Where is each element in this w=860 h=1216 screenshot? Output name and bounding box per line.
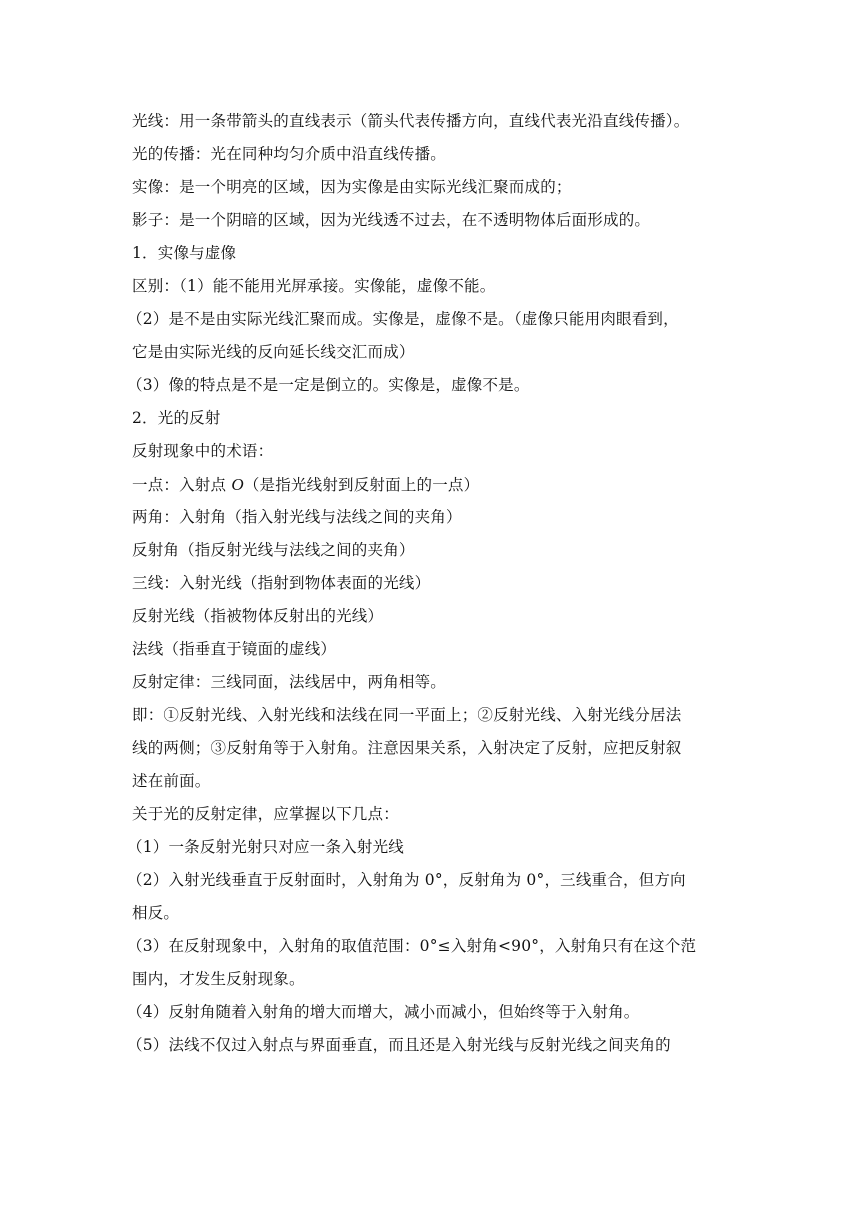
text-line (132, 468, 732, 501)
text-line: 反射角（指反射光线与法线之间的夹角） (132, 541, 415, 559)
text-line: （1）一条反射光射只对应一条入射光线 (127, 838, 404, 856)
text-line: 区别：（1）能不能用光屏承接。实像能，虚像不能。 (132, 277, 496, 295)
text-line: 线的两侧；③反射角等于入射角。注意因果关系，入射决定了反射，应把反射叙 (132, 739, 682, 757)
text-line: （3）像的特点是不是一定是倒立的。实像是，虚像不是。 (127, 376, 530, 394)
text-line: 实像：是一个明亮的区域，因为实像是由实际光线汇聚而成的； (132, 178, 572, 196)
text-line: 反射光线（指被物体反射出的光线） (132, 607, 384, 625)
text-line: 法线（指垂直于镜面的虚线） (132, 640, 337, 658)
text-line: （4）反射角随着入射角的增大而增大，减小而减小，但始终等于入射角。 (127, 1003, 640, 1021)
document-body (127, 105, 732, 1062)
text-line: （3）在反射现象中，入射角的取值范围：0°≤入射角<90°，入射角只有在这个范 (127, 937, 697, 955)
text-line: 影子：是一个阴暗的区域，因为光线透不过去，在不透明物体后面形成的。 (132, 211, 651, 229)
text-line: 述在前面。 (132, 772, 211, 790)
text-line: 它是由实际光线的反向延长线交汇而成） (132, 343, 415, 361)
text-line: 即：①反射光线、入射光线和法线在同一平面上；②反射光线、入射光线分居法 (132, 706, 682, 724)
text-line: 三线：入射光线（指射到物体表面的光线） (132, 574, 431, 592)
text-line: 反射定律：三线同面，法线居中，两角相等。 (132, 673, 447, 691)
text-line: 关于光的反射定律，应掌握以下几点： (132, 805, 399, 823)
text-line: 两角：入射角（指入射光线与法线之间的夹角） (132, 508, 462, 526)
text-line: 围内，才发生反射现象。 (132, 970, 305, 988)
text-line: 光线：用一条带箭头的直线表示（箭头代表传播方向，直线代表光沿直线传播）。 (132, 112, 690, 130)
text-line: （2）入射光线垂直于反射面时，入射角为 0°，反射角为 0°，三线重合，但方向 (127, 871, 686, 889)
point-label: O (231, 475, 244, 494)
section-heading: 1．实像与虚像 (132, 244, 237, 262)
text-line: （5）法线不仅过入射点与界面垂直，而且还是入射光线与反射光线之间夹角的 (127, 1036, 671, 1054)
section-heading: 2．光的反射 (132, 409, 221, 427)
text-line: 相反。 (132, 904, 180, 922)
text-segment: 一点：入射点 (132, 476, 232, 494)
text-line: 光的传播：光在同种均匀介质中沿直线传播。 (132, 145, 447, 163)
text-segment: （是指光线射到反射面上的一点） (243, 476, 480, 494)
text-line: （2）是不是由实际光线汇聚而成。实像是，虚像不是。（虚像只能用肉眼看到， (127, 310, 679, 328)
text-line: 反射现象中的术语： (132, 442, 274, 460)
